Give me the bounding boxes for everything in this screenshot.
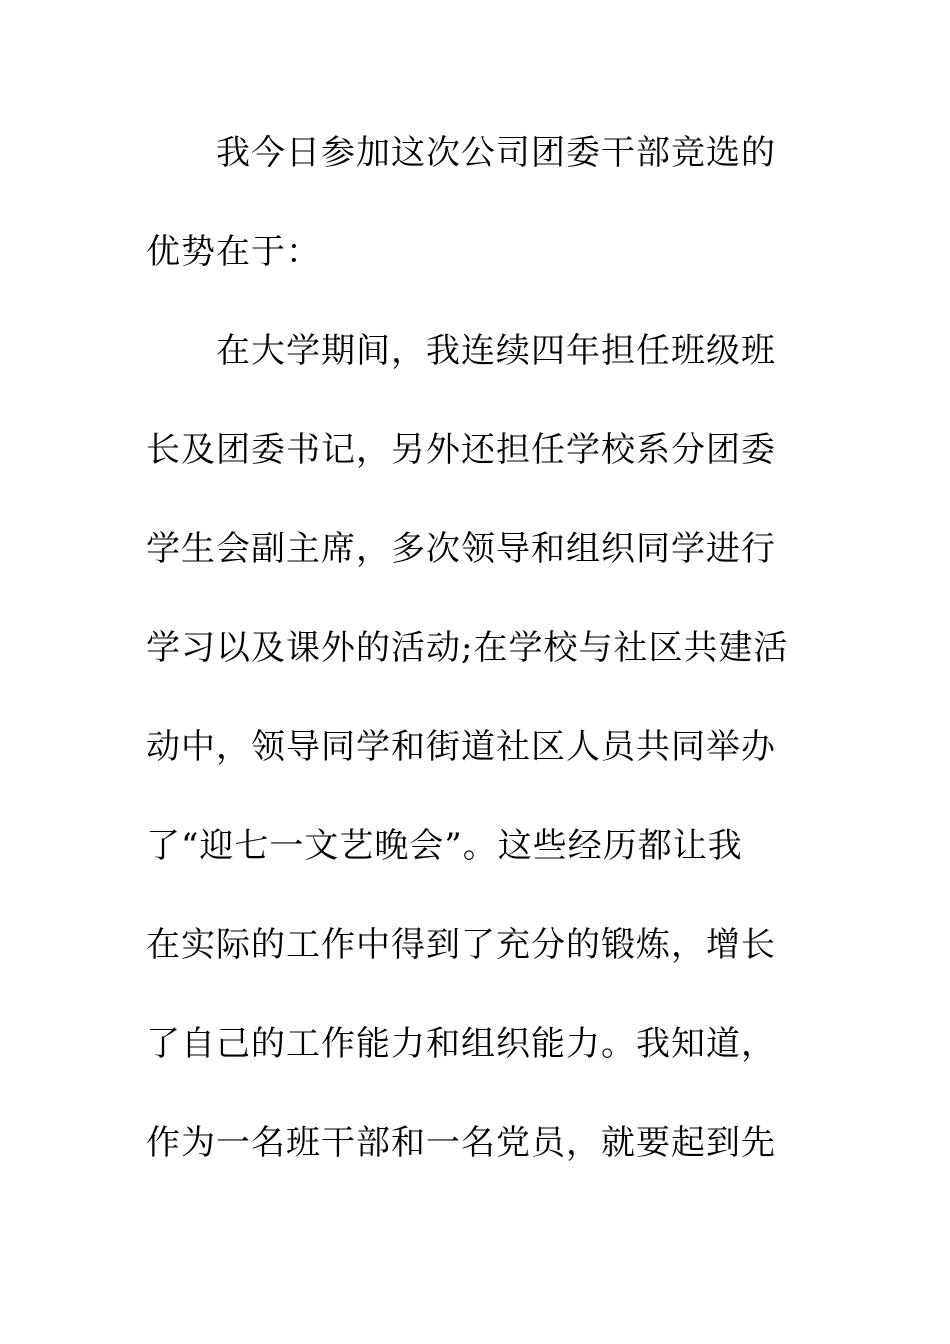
paragraph-2-line-9: 作为一名班干部和一名党员，就要起到先 bbox=[146, 1123, 776, 1163]
paragraph-2-line-5: 动中，领导同学和街道社区人员共同举办 bbox=[146, 727, 776, 767]
paragraph-2-line-6: 了“迎七一文艺晚会”。这些经历都让我 bbox=[146, 826, 743, 866]
body-text bbox=[146, 128, 806, 1217]
paragraph-2-line-7: 在实际的工作中得到了充分的锻炼，增长 bbox=[146, 925, 776, 965]
paragraph-2-line-4: 学习以及课外的活动;在学校与社区共建活 bbox=[146, 628, 789, 668]
paragraph-1-line-1: 我今日参加这次公司团委干部竞选的 bbox=[216, 133, 776, 173]
paragraph-2-line-1: 在大学期间，我连续四年担任班级班 bbox=[216, 331, 776, 371]
paragraph-2-line-8: 了自己的工作能力和组织能力。我知道， bbox=[146, 1024, 776, 1064]
paragraph-2-line-2: 长及团委书记，另外还担任学校系分团委 bbox=[146, 430, 776, 470]
paragraph-2-line-3: 学生会副主席，多次领导和组织同学进行 bbox=[146, 529, 776, 569]
paragraph-1-line-2: 优势在于： bbox=[146, 232, 321, 272]
